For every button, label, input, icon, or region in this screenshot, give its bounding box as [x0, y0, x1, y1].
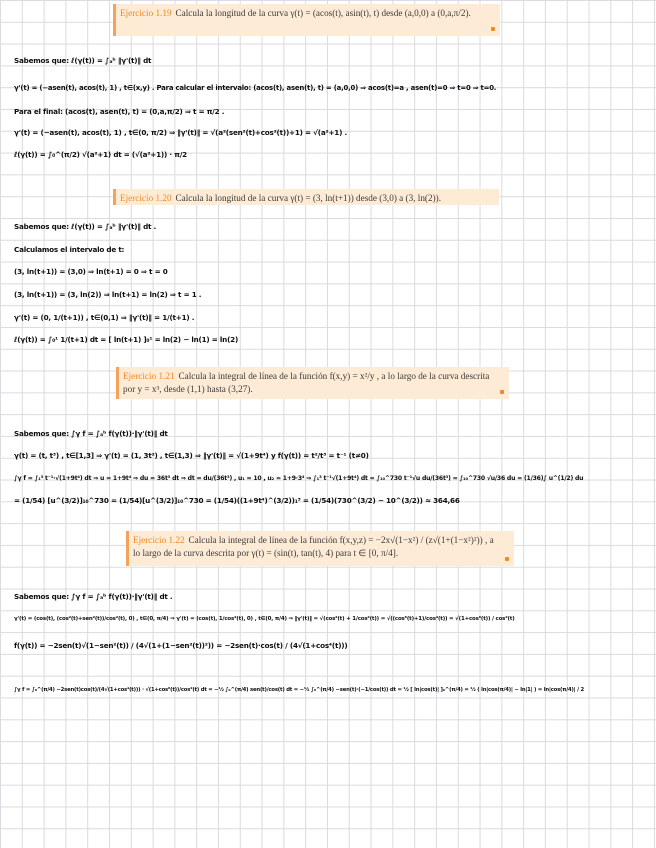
work-1-19-line-3: Para el final: (acos(t), asen(t), t) = (0,a,π/2) ⇒ t = π/2 . — [14, 107, 225, 116]
work-1-20-line-3: (3, ln(t+1)) = (3,0) ⇒ ln(t+1) = 0 ⇒ t = 0 — [14, 267, 168, 276]
exercise-1-20-box — [113, 189, 499, 205]
work-1-20-line-5: γ'(t) = (0, 1/(t+1)) , t∈(0,1) ⇒ ‖γ'(t)‖ = 1/(t+1) . — [14, 313, 195, 322]
work-1-19-line-5: ℓ(γ(t)) = ∫₀^(π/2) √(a²+1) dt = (√(a²+1)) · π/2 — [14, 150, 187, 159]
exercise-1-20-label: Ejercicio 1.20 — [120, 193, 172, 203]
work-1-22-line-4: ∫γ f = ∫₀^(π/4) −2sen(t)cos(t)/(4√(1+cos⁴(t))) · √(1+cos⁶(t))/cos²(t) dt = −½ ∫₀^(π/4) sen(t)/cos(t) dt = −½ ∫₀^(π/4) −sen(t)·(−1/cos(t)) dt = ½ [ ln|cos(t)| ]₀^(π/4) = ½ ( ln|cos(π/4)| − ln|1| ) = ln|cos(π/4)| / 2 — [14, 687, 584, 693]
exercise-1-21-label: Ejercicio 1.21 — [123, 371, 175, 381]
work-1-19-line-2: γ'(t) = (−asen(t), acos(t), 1) , t∈(x,y) . Para calcular el intervalo: (acos(t), asen(t), t) = (a,0,0) ⇒ acos(t)=a , asen(t)=0 ⇒ t=0 ⇒ t=0. — [14, 84, 497, 92]
work-1-19-line-4: γ'(t) = (−asen(t), acos(t), 1) , t∈(0, π/2) ⇒ ‖γ'(t)‖ = √(a²(sen²(t)+cos²(t))+1) = √(a²+1) . — [14, 128, 347, 137]
exercise-1-22-label: Ejercicio 1.22 — [133, 535, 185, 545]
work-1-22-line-3: f(γ(t)) = −2sen(t)√(1−sen²(t)) / (4√(1+(1−sen²(t))²)) = −2sen(t)·cos(t) / (4√(1+cos⁴(t))) — [14, 641, 348, 650]
work-1-22-line-2: γ'(t) = (cos(t), (cos²(t)+sen²(t))/cos²(t), 0) , t∈(0, π/4) ⇒ γ'(t) = (cos(t), 1/cos²(t), 0) , t∈(0, π/4) ⇒ ‖γ'(t)‖ = √(cos²(t) + 1/cos⁴(t)) = √((cos⁶(t)+1)/cos⁴(t)) = √(1+cos⁶(t)) / cos²(t) — [14, 616, 515, 622]
work-1-20-line-1: Sabemos que: ℓ(γ(t)) = ∫ₐᵇ ‖γ'(t)‖ dt . — [14, 222, 157, 231]
work-1-20-line-4: (3, ln(t+1)) = (3, ln(2)) ⇒ ln(t+1) = ln(2) ⇒ t = 1 . — [14, 290, 202, 299]
work-1-20-line-2: Calculamos el intervalo de t: — [14, 245, 125, 254]
work-1-21-line-1: Sabemos que: ∫γ f = ∫ₐᵇ f(γ(t))·‖γ'(t)‖ dt — [14, 429, 168, 438]
end-marker-icon — [491, 27, 495, 31]
end-marker-icon — [500, 390, 504, 394]
work-1-19-line-1: Sabemos que: ℓ(γ(t)) = ∫ₐᵇ ‖γ'(t)‖ dt — [14, 56, 152, 65]
work-1-20-line-6: ℓ(γ(t)) = ∫₀¹ 1/(t+1) dt = [ ln(t+1) ]₀¹ = ln(2) − ln(1) = ln(2) — [14, 335, 239, 344]
exercise-1-19-label: Ejercicio 1.19 — [120, 8, 172, 18]
exercise-1-20-statement: Calcula la longitud de la curva γ(t) = (3, ln(t+1)) desde (3,0) a (3, ln(2)). — [175, 193, 442, 203]
exercise-1-21-box — [116, 367, 509, 399]
exercise-1-21-statement: Calcula la integral de línea de la función f(x,y) = x²/y , a lo largo de la curva descrita por y = x³, desde (1,1) hasta (3,27). — [123, 371, 490, 394]
exercise-1-19-statement: Calcula la longitud de la curva γ(t) = (acos(t), asin(t), t) desde (a,0,0) a (0,a,π/2). — [175, 8, 471, 18]
work-1-21-line-2: γ(t) = (t, t³) , t∈[1,3] ⇒ γ'(t) = (1, 3t²) , t∈(1,3) ⇒ ‖γ'(t)‖ = √(1+9t⁴) y f(γ(t)) = t²/t³ = t⁻¹ (t≠0) — [14, 451, 369, 460]
work-1-21-line-3: ∫γ f = ∫₁³ t⁻¹·√(1+9t⁴) dt ⇒ u = 1+9t⁴ ⇒ du = 36t³ dt ⇒ dt = du/(36t³) , u₁ = 10 , u₂ = 1+9·3⁴ ⇒ ∫₁³ t⁻¹√(1+9t⁴) dt = ∫₁₀^730 t⁻¹√u du/(36t³) = ∫₁₀^730 √u/36 du = (1/36)∫ u^(1/2) du — [14, 475, 584, 482]
exercise-1-22-statement: Calcula la integral de línea de la función f(x,y,z) = −2x√(1−x²) / (z√(1+(1−x²)²)) , a lo largo de la curva descrita por γ(t) = (sin(t), tan(t), 4) para t ∈ [0, π/4]. — [133, 535, 494, 558]
work-1-21-line-4: = (1/54) [u^(3/2)]₁₀^730 = (1/54)[u^(3/2)]₁₀^730 = (1/54)((1+9t⁴)^(3/2))₁³ = (1/54)(730^(3/2) − 10^(3/2)) ≈ 364,66 — [14, 496, 460, 505]
exercise-1-19-box — [113, 4, 500, 36]
exercise-1-22-box — [126, 531, 514, 566]
work-1-22-line-1: Sabemos que: ∫γ f = ∫ₐᵇ f(γ(t))·‖γ'(t)‖ dt . — [14, 592, 173, 601]
end-marker-icon — [505, 557, 509, 561]
